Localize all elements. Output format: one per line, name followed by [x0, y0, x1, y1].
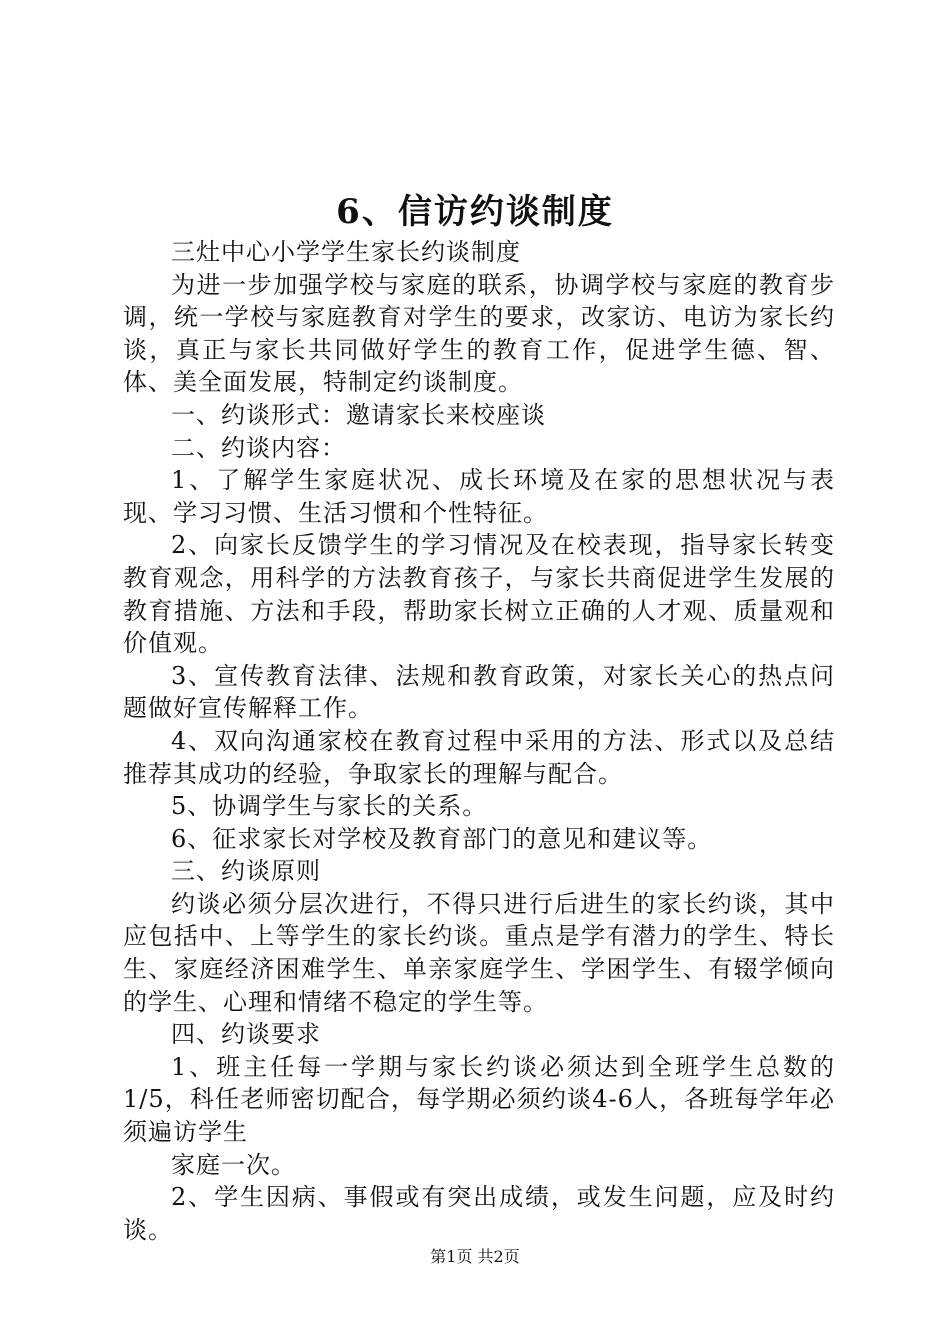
- paragraph-content-item-4: 4、双向沟通家校在教育过程中采用的方法、形式以及总结推荐其成功的经验，争取家长的理解与配合。: [123, 726, 835, 788]
- paragraph-school-heading: 三灶中心小学学生家长约谈制度: [171, 238, 521, 266]
- document-body: [123, 236, 835, 1246]
- paragraph-content-item-6: 6、征求家长对学校及教育部门的意见和建议等。: [171, 824, 713, 853]
- document-title: 6、信访约谈制度: [336, 192, 614, 232]
- paragraph-requirement-1-cont: 家庭一次。: [171, 1150, 296, 1179]
- paragraph-content-item-2: 2、向家长反馈学生的学习情况及在校表现，指导家长转变教育观念，用科学的方法教育孩子，与家长共商促进学生发展的教育措施、方法和手段，帮助家长树立正确的人才观、质量观和价值观。: [123, 531, 835, 658]
- paragraph-section-2: 二、约谈内容：: [171, 433, 346, 462]
- paragraph-content-item-1: 1、了解学生家庭状况、成长环境及在家的思想状况与表现、学习习惯、生活习惯和个性特征。: [123, 466, 835, 527]
- paragraph-requirement-1: 1、班主任每一学期与家长约谈必须达到全班学生总数的1/5，科任老师密切配合，每学期必须约谈4-6人，各班每学年必须遍访学生: [123, 1052, 835, 1147]
- paragraph-section-3: 三、约谈原则: [171, 857, 321, 886]
- paragraph-requirement-2: 2、学生因病、事假或有突出成绩，或发生问题，应及时约谈。: [123, 1183, 835, 1244]
- paragraph-section-1: 一、约谈形式：邀请家长来校座谈: [171, 400, 546, 429]
- paragraph-content-item-5: 5、协调学生与家长的关系。: [171, 792, 488, 821]
- page-footer: 第1页 共2页: [430, 1247, 520, 1266]
- paragraph-intro: 为进一步加强学校与家庭的联系，协调学校与家庭的教育步调，统一学校与家庭教育对学生的要求，改家访、电访为家长约谈，真正与家长共同做好学生的教育工作，促进学生德、智、体、美全面发展，特制定约谈制度。: [123, 270, 835, 397]
- paragraph-section-4: 四、约谈要求: [171, 1020, 321, 1049]
- paragraph-content-item-3: 3、宣传教育法律、法规和教育政策，对家长关心的热点问题做好宣传解释工作。: [123, 661, 835, 723]
- paragraph-principle: 约谈必须分层次进行，不得只进行后进生的家长约谈，其中应包括中、上等学生的家长约谈。重点是学有潜力的学生、特长生、家庭经济困难学生、单亲家庭学生、学困学生、有辍学倾向的学生、心理和情绪不稳定的学生等。: [123, 889, 835, 1016]
